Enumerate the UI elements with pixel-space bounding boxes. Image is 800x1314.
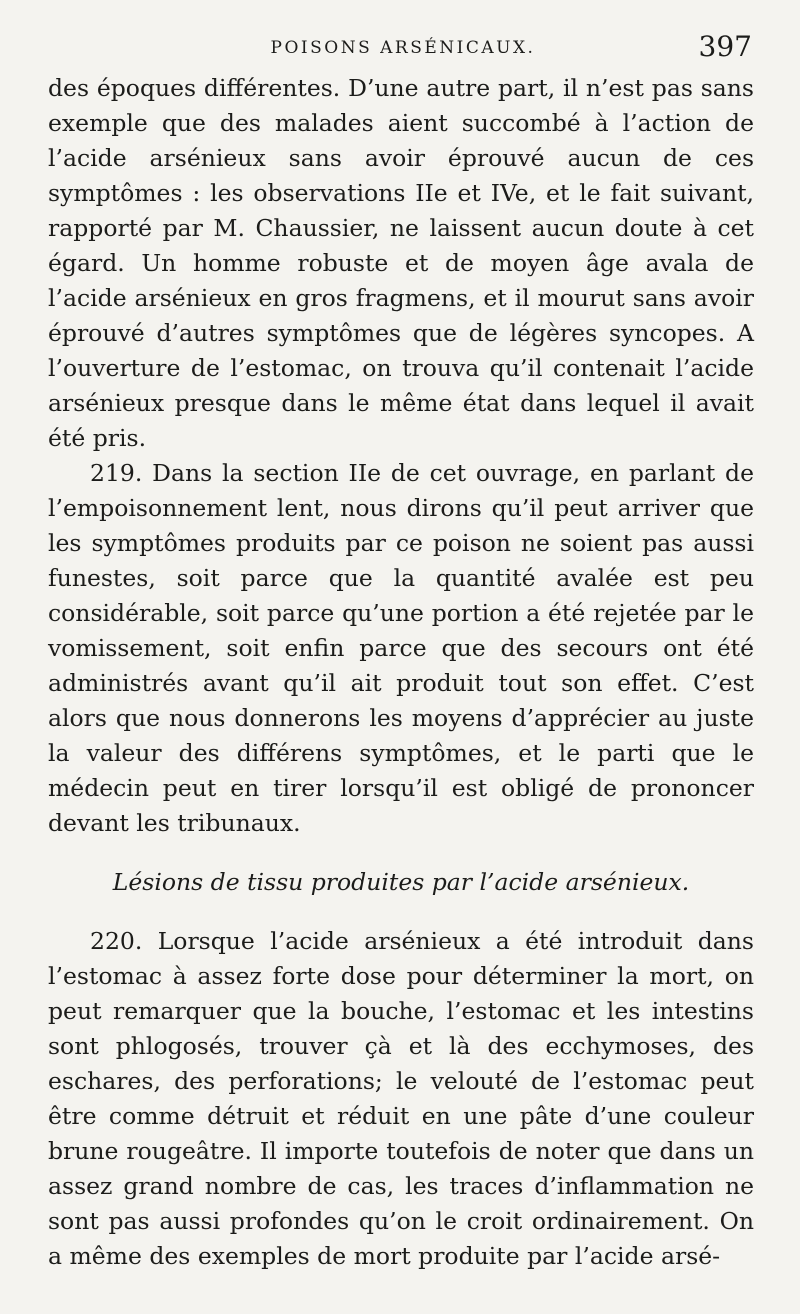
- paragraph-continuation: des époques différentes. D’une autre part, il n’est pas sans exemple que des malades aient succombé à l’action de l’acide arsénieux sans avoir éprouvé aucun de ces symptômes : les observations IIe et IVe, et le fait suivant, rapporté par M. Chaussier, ne laissent aucun doute à cet égard. Un homme robuste et de moyen âge avala de l’acide arsénieux en gros fragmens, et il mourut sans avoir éprouvé d’autres symptômes que de légères syncopes. A l’ouverture de l’estomac, on trouva qu’il contenait l’acide arsénieux presque dans le même état dans lequel il avait été pris.: [48, 74, 754, 452]
- page-number: 397: [698, 30, 752, 63]
- section-title: Lésions de tissu produites par l’acide arsénieux.: [112, 868, 690, 896]
- page-header: [48, 30, 758, 70]
- paragraph-220: 220. Lorsque l’acide arsénieux a été introduit dans l’estomac à assez forte dose pour déterminer la mort, on peut remarquer que la bouche, l’estomac et les intestins sont phlogosés, trouver çà et là des ecchymoses, des eschares, des perforations; le velouté de l’estomac peut être comme détruit et réduit en une pâte d’une couleur brune rougeâtre. Il importe toutefois de noter que dans un assez grand nombre de cas, les traces d’inflammation ne sont pas aussi profondes qu’on le croit ordinairement. On a même des exemples de mort produite par l’acide arsé-: [48, 927, 754, 1270]
- paragraph-219: 219. Dans la section IIe de cet ouvrage, en parlant de l’empoisonnement lent, nous dirons qu’il peut arriver que les symptômes produits par ce poison ne soient pas aussi funestes, soit parce que la quantité avalée est peu considérable, soit parce qu’une portion a été rejetée par le vomissement, soit enfin parce que des secours ont été administrés avant qu’il ait produit tout son effet. C’est alors que nous donnerons les moyens d’apprécier au juste la valeur des différens symptômes, et le parti que le médecin peut en tirer lorsqu’il est obligé de prononcer devant les tribunaux.: [48, 459, 754, 837]
- running-head: POISONS ARSÉNICAUX.: [270, 38, 536, 58]
- body-text: [48, 71, 754, 1274]
